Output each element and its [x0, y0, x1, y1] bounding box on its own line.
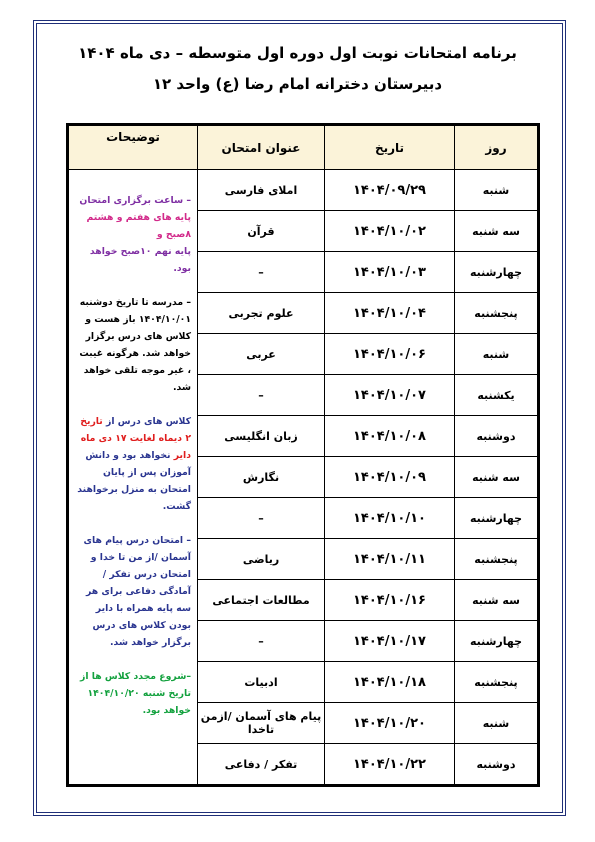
cell-subject: ادبیات [198, 662, 325, 703]
column-header-subject: عنوان امتحان [198, 125, 325, 170]
cell-subject: نگارش [198, 457, 325, 498]
cell-subject: – [198, 498, 325, 539]
table-row [68, 170, 539, 211]
cell-subject: علوم تجربی [198, 293, 325, 334]
cell-date: ۱۴۰۴/۱۰/۲۰ [325, 703, 455, 744]
cell-subject: زبان انگلیسی [198, 416, 325, 457]
cell-day: دوشنبه [455, 416, 539, 457]
cell-day: شنبه [455, 703, 539, 744]
cell-date: ۱۴۰۴/۱۰/۱۶ [325, 580, 455, 621]
note-highlight: تاریخ ۲ دیماه لغایت ۱۷ دی ماه دایر [80, 416, 191, 461]
cell-date: ۱۴۰۴/۱۰/۰۶ [325, 334, 455, 375]
cell-date: ۱۴۰۴/۱۰/۰۴ [325, 293, 455, 334]
cell-date: ۱۴۰۴/۱۰/۱۱ [325, 539, 455, 580]
cell-date: ۱۴۰۴/۱۰/۱۸ [325, 662, 455, 703]
cell-day: چهارشنبه [455, 498, 539, 539]
note-combined-exams: – امتحان درس پیام های آسمان /از من تا خدا و امتحان درس تفکر /آمادگی دفاعی برای هر سه پایه همراه با دایر بودن کلاس های درس برگزار خواهد شد. [83, 535, 191, 648]
page-title: برنامه امتحانات نوبت اول دوره اول متوسطه – دی ماه ۱۴۰۴ [78, 44, 517, 62]
cell-date: ۱۴۰۴/۱۰/۰۸ [325, 416, 455, 457]
cell-day: یکشنبه [455, 375, 539, 416]
column-header-day: روز [455, 125, 539, 170]
cell-date: ۱۴۰۴/۱۰/۰۹ [325, 457, 455, 498]
cell-subject: قرآن [198, 211, 325, 252]
note-exam-times: – ساعت برگزاری امتحان پایه های هفتم و هشتم ۸صبح و پایه نهم ۱۰صبح خواهد بود. [79, 195, 191, 274]
cell-subject: پیام های آسمان /ازمن تاخدا [198, 703, 325, 744]
cell-subject: عربی [198, 334, 325, 375]
cell-day: سه شنبه [455, 211, 539, 252]
cell-day: چهارشنبه [455, 252, 539, 293]
notes-cell [68, 170, 198, 786]
cell-date: ۱۴۰۴/۱۰/۲۲ [325, 744, 455, 786]
cell-subject: مطالعات اجتماعی [198, 580, 325, 621]
cell-date: ۱۴۰۴/۰۹/۲۹ [325, 170, 455, 211]
cell-day: پنجشنبه [455, 293, 539, 334]
cell-day: سه شنبه [455, 457, 539, 498]
cell-day: چهارشنبه [455, 621, 539, 662]
cell-day: پنجشنبه [455, 539, 539, 580]
column-header-date: تاریخ [325, 125, 455, 170]
cell-day: شنبه [455, 334, 539, 375]
column-header-notes: توضیحات [68, 125, 198, 170]
cell-day: پنجشنبه [455, 662, 539, 703]
cell-subject: – [198, 252, 325, 293]
cell-subject: ریاضی [198, 539, 325, 580]
cell-date: ۱۴۰۴/۱۰/۰۷ [325, 375, 455, 416]
cell-subject: تفکر / دفاعی [198, 744, 325, 786]
note-classes-resume: –شروع مجدد کلاس ها از تاریخ شنبه ۱۴۰۴/۱۰/۲۰ خواهد بود. [79, 671, 191, 716]
cell-date: ۱۴۰۴/۱۰/۰۳ [325, 252, 455, 293]
exam-schedule-table [66, 123, 540, 787]
cell-date: ۱۴۰۴/۱۰/۱۰ [325, 498, 455, 539]
cell-subject: املای فارسی [198, 170, 325, 211]
cell-date: ۱۴۰۴/۱۰/۱۷ [325, 621, 455, 662]
table-header-row [68, 125, 539, 170]
cell-day: شنبه [455, 170, 539, 211]
cell-date: ۱۴۰۴/۱۰/۰۲ [325, 211, 455, 252]
note-classes-suspended: کلاس های درس از تاریخ ۲ دیماه لغایت ۱۷ دی ماه دایر نخواهد بود و دانش آموزان پس از پایان امتحان به منزل برخواهند گشت. [77, 416, 191, 512]
cell-subject: – [198, 621, 325, 662]
cell-subject: – [198, 375, 325, 416]
school-name: دبیرستان دخترانه امام رضا (ع) واحد ۱۲ [152, 75, 443, 93]
note-school-open: – مدرسه تا تاریخ دوشنبه ۱۴۰۴/۱۰/۰۱ باز هست و کلاس های درس برگزار خواهد شد. هرگونه غیبت ، غیر موجه تلقی خواهد شد. [79, 297, 191, 393]
cell-day: سه شنبه [455, 580, 539, 621]
cell-day: دوشنبه [455, 744, 539, 786]
